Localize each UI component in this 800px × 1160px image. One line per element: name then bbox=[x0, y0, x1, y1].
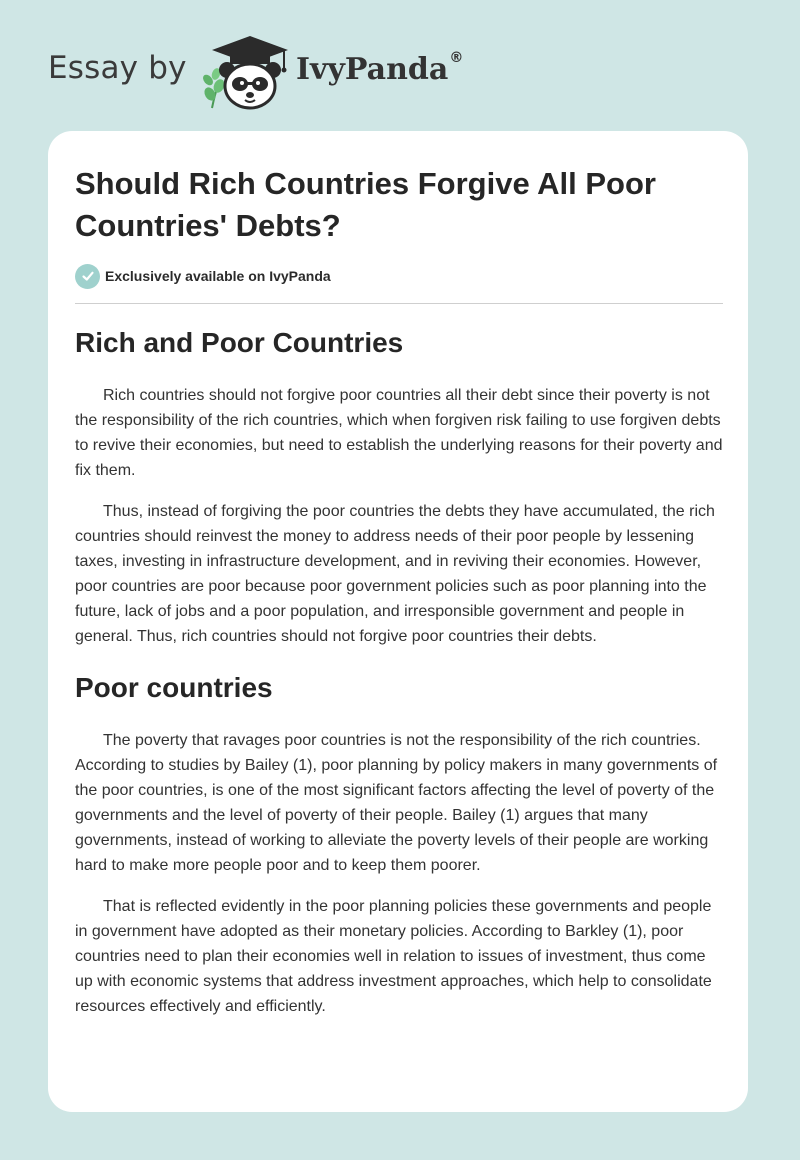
site-header bbox=[0, 0, 800, 130]
paragraph: That is reflected evidently in the poor planning policies these governments and people in government have adopted as their monetary policies. According to Barkley (1), poor countries need to plan their economies well in relation to issues of investment, thus come up with economic systems that address investment approaches, which help to consolidate resources effectively and efficiently. bbox=[75, 898, 712, 1015]
exclusive-badge-label: Exclusively available on IvyPanda bbox=[105, 268, 331, 284]
essay-by-label: Essay by bbox=[48, 50, 187, 86]
brand-name: IvyPanda bbox=[296, 52, 449, 87]
divider bbox=[75, 303, 723, 304]
brand-logo-text[interactable] bbox=[296, 52, 463, 87]
checkmark-icon bbox=[75, 264, 100, 289]
paragraph: Thus, instead of forgiving the poor countries the debts they have accumulated, the rich countries should reinvest the money to address needs of their poor people by lessening taxes, investing in infrastructure development, and in reviving their economies. However, poor countries are poor because poor government policies such as poor planning into the future, lack of jobs and a poor population, and irresponsible government and people in general. Thus, rich countries should not forgive poor countries their debts. bbox=[75, 503, 715, 645]
paragraph: The poverty that ravages poor countries is not the responsibility of the rich countries. According to studies by Bailey (1), poor planning by policy makers in many governments of the poor countries, is one of the most significant factors affecting the level of poverty of the governments and the level of poverty of their people. Bailey (1) argues that many governments, instead of working to alleviate the poverty levels of their people are working hard to make more people poor and to keep them poorer. bbox=[75, 732, 718, 874]
exclusive-badge bbox=[75, 263, 331, 289]
registered-mark: ® bbox=[449, 50, 464, 66]
essay-card bbox=[48, 131, 748, 1112]
panda-graduate-icon bbox=[200, 34, 292, 110]
section-heading: Poor countries bbox=[75, 672, 273, 703]
essay-title: Should Rich Countries Forgive All Poor Countries' Debts? bbox=[75, 166, 656, 243]
essay-body bbox=[75, 320, 725, 1019]
section-heading: Rich and Poor Countries bbox=[75, 327, 404, 358]
paragraph: Rich countries should not forgive poor countries all their debt since their poverty is not the responsibility of the rich countries, which when forgiven risk failing to use forgiven debts to revive their economies, but need to establish the underlying reasons for their poverty and fix them. bbox=[75, 387, 723, 479]
